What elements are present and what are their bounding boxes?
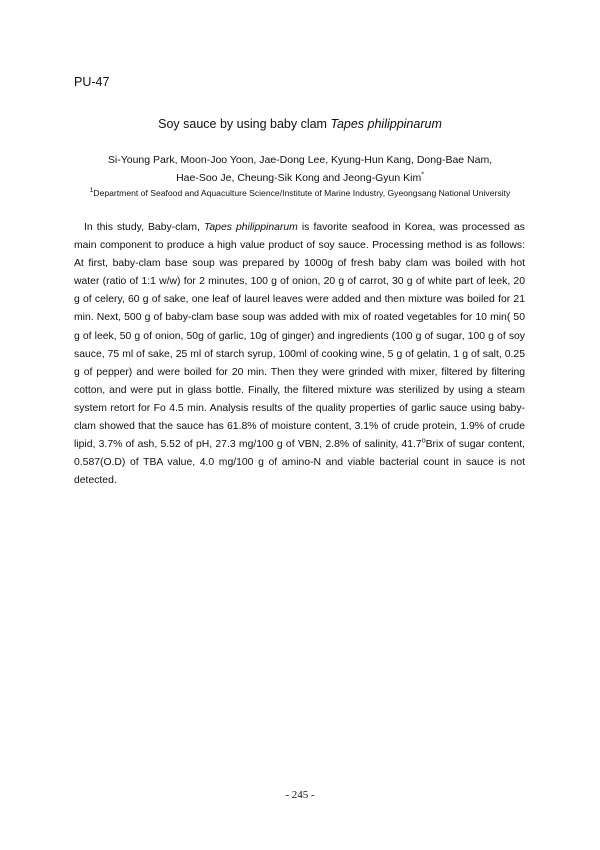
abstract-part-3: Brix of sugar content, 0.587(O.D) of TBA value, 4.0 mg/100 g of amino-N and viable bacterial count in sauce is not detected.	[74, 439, 526, 487]
author-line-2-text: Hae-Soo Je, Cheung-Sik Kong and Jeong-Gyun Kim	[176, 172, 422, 184]
affiliation-text: Department of Seafood and Aquaculture Science/Institute of Marine Industry, Gyeongsang National University	[93, 188, 511, 198]
abstract-species: Tapes philippinarum	[204, 222, 298, 233]
author-line-1: Si-Young Park, Moon-Joo Yoon, Jae-Dong Lee, Kyung-Hun Kang, Dong-Bae Nam,	[107, 154, 493, 166]
presentation-code: PU-47	[74, 75, 110, 89]
affiliation-mark: 1	[89, 187, 94, 195]
abstract-body	[74, 219, 525, 490]
affiliation	[0, 188, 600, 198]
page-number: - 245 -	[285, 789, 315, 801]
corresponding-author-mark: *	[421, 171, 424, 179]
degree-mark: o	[421, 437, 426, 445]
paper-title	[0, 117, 600, 131]
title-species: Tapes philippinarum	[330, 117, 442, 131]
author-list	[0, 151, 600, 187]
abstract-part-2: is favorite seafood in Korea, was processed as main component to produce a high value product of soy sauce. Processing method is as follows: At first, baby-clam base soup was prepared by 1000g of fresh baby clam was boiled with hot water (ratio of 1:1 w/w) for 2 minutes, 100 g of onion, 20 g of carrot, 30 g of white part of leek, 20 g of celery, 60 g of sake, one leaf of laurel leaves were added and then mixture was boiled for 21 min. Next, 500 g of baby-clam base soup was added with mix of roated vegetables for 10 min( 50 g of leek, 50 g of onion, 50g of garlic, 10g of ginger) and ingredients (100 g of sugar, 100 g of soy sauce, 75 ml of sake, 25 ml of starch syrup, 100ml of cooking wine, 5 g of gelatin, 1 g of salt, 0.25 g of pepper) and were boiled for 20 min. Then they were grinded with mixer, filtered by filtering cotton, and were put in glass bottle. Finally, the filtered mixture was sterilized by using a steam system retort for Fo 4.5 min. Analysis results of the quality properties of garlic sauce using baby- clam showed that the sauce has 61.8% of moisture content, 3.1% of crude protein, 1.9% of crude lipid, 3.7% of ash, 5.52 of pH, 27.3 mg/100 g of VBN, 2.8% of salinity, 41.7	[74, 222, 525, 451]
author-line-2	[0, 169, 600, 187]
title-text: Soy sauce by using baby clam	[158, 117, 331, 131]
abstract-part-1: In this study, Baby-clam,	[84, 222, 205, 233]
